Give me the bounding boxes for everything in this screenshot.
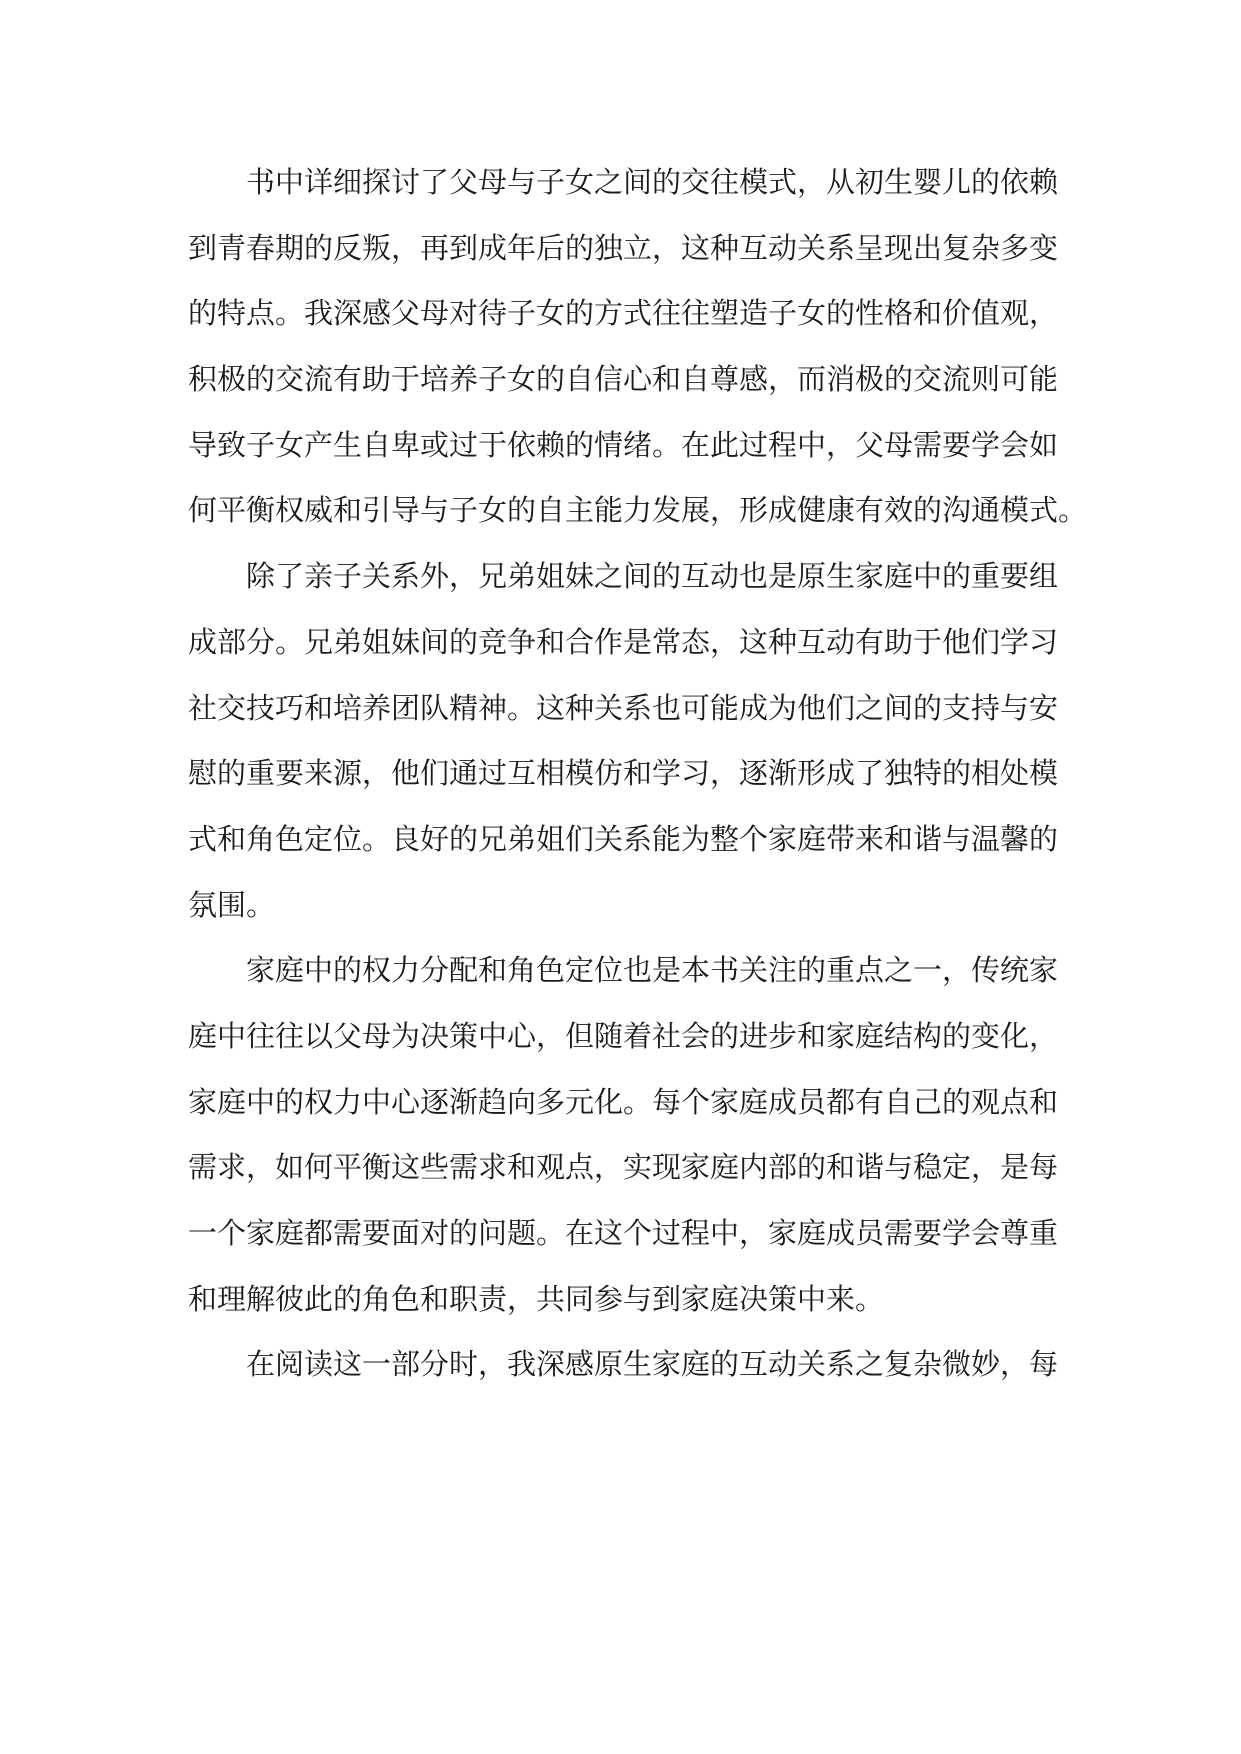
body-text xyxy=(188,150,1088,1398)
paragraph-2-line-5: 式和角色定位。良好的兄弟姐们关系能为整个家庭带来和谐与温馨的 xyxy=(188,821,1059,856)
paragraph-3-line-1: 家庭中的权力分配和角色定位也是本书关注的重点之一，传统家 xyxy=(246,953,1059,988)
paragraph-1-line-5: 导致子女产生自卑或过于依赖的情绪。在此过程中，父母需要学会如 xyxy=(188,427,1059,462)
paragraph-3-line-2: 庭中往往以父母为决策中心，但随着社会的进步和家庭结构的变化， xyxy=(188,1018,1059,1053)
paragraph-3-line-5: 一个家庭都需要面对的问题。在这个过程中，家庭成员需要学会尊重 xyxy=(188,1216,1059,1250)
paragraph-3-line-3: 家庭中的权力中心逐渐趋向多元化。每个家庭成员都有自己的观点和 xyxy=(188,1084,1059,1119)
paragraph-1-line-6: 何平衡权威和引导与子女的自主能力发展，形成健康有效的沟通模式。 xyxy=(188,493,1088,528)
paragraph-2-line-1: 除了亲子关系外，兄弟姐妹之间的互动也是原生家庭中的重要组 xyxy=(246,559,1059,594)
paragraph-1-line-2: 到青春期的反叛，再到成年后的独立，这种互动关系呈现出复杂多变 xyxy=(188,230,1059,265)
paragraph-2-line-6: 氛围。 xyxy=(188,887,276,922)
paragraph-1-line-1: 书中详细探讨了父母与子女之间的交往模式，从初生婴儿的依赖 xyxy=(246,165,1059,199)
paragraph-1-line-4: 积极的交流有助于培养子女的自信心和自尊感，而消极的交流则可能 xyxy=(188,362,1059,397)
paragraph-1-line-3: 的特点。我深感父母对待子女的方式往往塑造子女的性格和价值观， xyxy=(188,296,1059,331)
paragraph-3-line-6: 和理解彼此的角色和职责，共同参与到家庭决策中来。 xyxy=(188,1281,885,1316)
paragraph-2-line-4: 慰的重要来源，他们通过互相模仿和学习，逐渐形成了独特的相处模 xyxy=(188,756,1059,791)
paragraph-2-line-3: 社交技巧和培养团队精神。这种关系也可能成为他们之间的支持与安 xyxy=(188,690,1059,725)
paragraph-2-line-2: 成部分。兄弟姐妹间的竞争和合作是常态，这种互动有助于他们学习 xyxy=(188,624,1059,659)
paragraph-4-line-1: 在阅读这一部分时，我深感原生家庭的互动关系之复杂微妙，每 xyxy=(246,1347,1059,1382)
paragraph-3-line-4: 需求，如何平衡这些需求和观点，实现家庭内部的和谐与稳定，是每 xyxy=(188,1150,1059,1185)
